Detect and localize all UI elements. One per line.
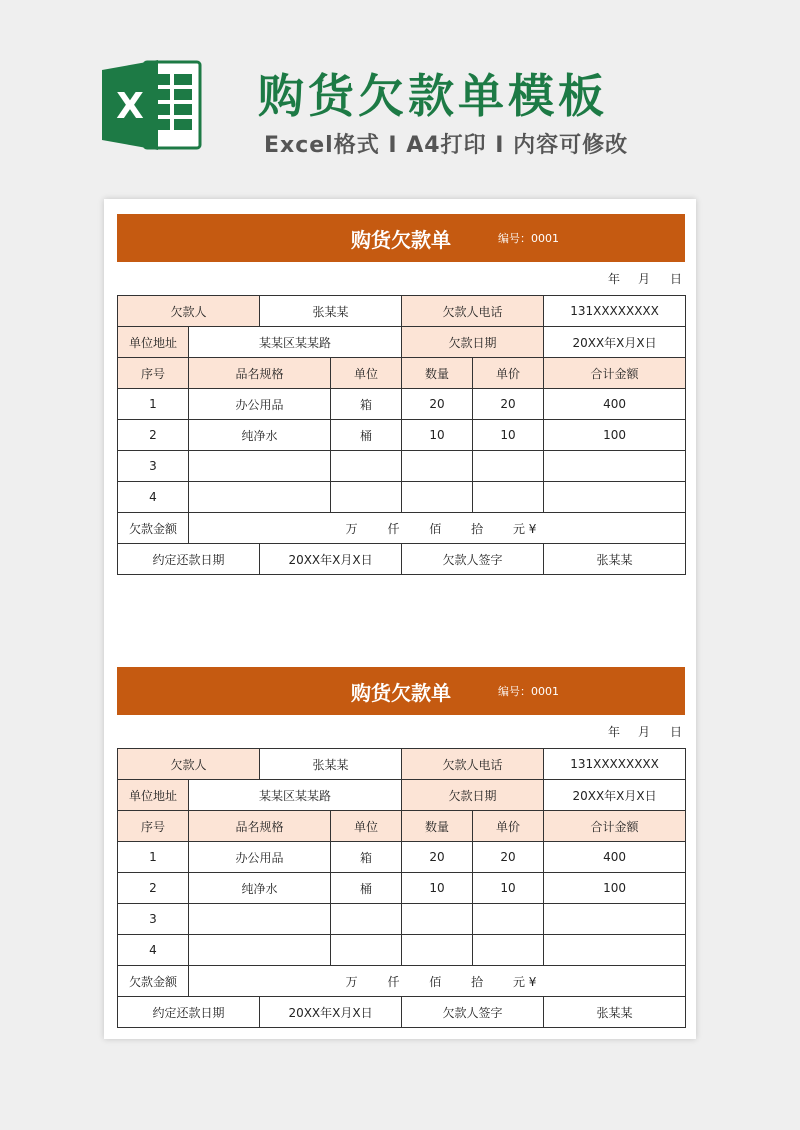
- date-day-label: 日: [670, 272, 683, 286]
- cell-index: 1: [118, 842, 189, 873]
- amount-value: [189, 513, 686, 544]
- cell-price: 20: [473, 842, 544, 873]
- cell-qty: 10: [402, 873, 473, 904]
- debtor-label: 欠款人: [118, 296, 260, 327]
- col-header-index: 序号: [118, 811, 189, 842]
- col-header-qty: 数量: [402, 358, 473, 389]
- column-header-row: [118, 358, 686, 389]
- signature-value: 张某某: [544, 997, 686, 1028]
- cell-price: 20: [473, 389, 544, 420]
- repay-date-value: 20XX年X月X日: [260, 997, 402, 1028]
- form-title: 购货欠款单: [351, 228, 451, 252]
- debtor-value: 张某某: [260, 749, 402, 780]
- table-row: [118, 842, 686, 873]
- cell-price: [473, 904, 544, 935]
- unit-wan: 万: [345, 521, 358, 536]
- cell-qty: [402, 482, 473, 513]
- cell-item: [189, 451, 331, 482]
- cell-price: [473, 935, 544, 966]
- table-row: [118, 482, 686, 513]
- cell-total: 400: [544, 389, 686, 420]
- form-title-bar: [117, 667, 685, 715]
- table-row: [118, 904, 686, 935]
- cell-index: 4: [118, 935, 189, 966]
- cell-item: 纯净水: [189, 873, 331, 904]
- paper-sheet: [104, 199, 696, 1039]
- debt-table: [117, 748, 686, 1028]
- unit-qian: 仟: [387, 974, 400, 989]
- signature-value: 张某某: [544, 544, 686, 575]
- cell-item: [189, 935, 331, 966]
- debt-table: [117, 295, 686, 575]
- cell-total: 100: [544, 420, 686, 451]
- col-header-price: 单价: [473, 358, 544, 389]
- date-year-label: 年: [608, 725, 621, 739]
- repay-date-label: 约定还款日期: [118, 544, 260, 575]
- table-row: [118, 389, 686, 420]
- repay-date-value: 20XX年X月X日: [260, 544, 402, 575]
- cell-qty: [402, 904, 473, 935]
- logo-letter: X: [116, 86, 144, 127]
- unit-bai: 佰: [429, 974, 442, 989]
- cell-unit: [331, 451, 402, 482]
- address-label: 单位地址: [118, 780, 189, 811]
- table-row: [118, 420, 686, 451]
- debtor-row: [118, 749, 686, 780]
- cell-item: 纯净水: [189, 420, 331, 451]
- unit-shi: 拾: [471, 974, 484, 989]
- debt-date-value: 20XX年X月X日: [544, 327, 686, 358]
- cell-item: [189, 482, 331, 513]
- date-day-label: 日: [670, 725, 683, 739]
- cell-item: 办公用品: [189, 842, 331, 873]
- excel-logo-icon: [100, 58, 202, 152]
- cell-index: 3: [118, 904, 189, 935]
- address-value: 某某区某某路: [189, 327, 402, 358]
- debtor-label: 欠款人: [118, 749, 260, 780]
- page-title: 购货欠款单模板: [258, 69, 608, 123]
- phone-value: 131XXXXXXXX: [544, 296, 686, 327]
- form-number: 编号：0001: [498, 685, 559, 698]
- table-row: [118, 451, 686, 482]
- cell-qty: [402, 935, 473, 966]
- address-row: [118, 780, 686, 811]
- debt-form: [117, 667, 685, 1028]
- cell-index: 3: [118, 451, 189, 482]
- col-header-unit: 单位: [331, 358, 402, 389]
- unit-qian: 仟: [387, 521, 400, 536]
- cell-item: [189, 904, 331, 935]
- cell-total: 100: [544, 873, 686, 904]
- repay-row: [118, 544, 686, 575]
- debt-date-label: 欠款日期: [402, 780, 544, 811]
- signature-label: 欠款人签字: [402, 544, 544, 575]
- address-row: [118, 327, 686, 358]
- cell-qty: 10: [402, 420, 473, 451]
- unit-shi: 拾: [471, 521, 484, 536]
- col-header-total: 合计金额: [544, 358, 686, 389]
- repay-row: [118, 997, 686, 1028]
- address-value: 某某区某某路: [189, 780, 402, 811]
- date-year-label: 年: [608, 272, 621, 286]
- date-line: [117, 715, 685, 748]
- cell-total: [544, 935, 686, 966]
- phone-label: 欠款人电话: [402, 296, 544, 327]
- form-number: 编号：0001: [498, 232, 559, 245]
- cell-unit: 桶: [331, 420, 402, 451]
- repay-date-label: 约定还款日期: [118, 997, 260, 1028]
- amount-label: 欠款金额: [118, 513, 189, 544]
- table-row: [118, 935, 686, 966]
- cell-unit: 箱: [331, 842, 402, 873]
- cell-index: 1: [118, 389, 189, 420]
- cell-unit: [331, 482, 402, 513]
- cell-total: [544, 482, 686, 513]
- cell-qty: 20: [402, 389, 473, 420]
- cell-item: 办公用品: [189, 389, 331, 420]
- cell-qty: [402, 451, 473, 482]
- cell-qty: 20: [402, 842, 473, 873]
- cell-unit: [331, 904, 402, 935]
- amount-row: [118, 966, 686, 997]
- debt-form: [117, 214, 685, 575]
- phone-label: 欠款人电话: [402, 749, 544, 780]
- amount-label: 欠款金额: [118, 966, 189, 997]
- unit-wan: 万: [345, 974, 358, 989]
- date-month-label: 月: [638, 725, 651, 739]
- signature-label: 欠款人签字: [402, 997, 544, 1028]
- col-header-price: 单价: [473, 811, 544, 842]
- form-title-bar: [117, 214, 685, 262]
- cell-price: [473, 482, 544, 513]
- cell-total: [544, 451, 686, 482]
- col-header-total: 合计金额: [544, 811, 686, 842]
- cell-price: [473, 451, 544, 482]
- cell-price: 10: [473, 420, 544, 451]
- unit-yuan: 元 ¥: [512, 521, 537, 536]
- cell-unit: 桶: [331, 873, 402, 904]
- col-header-item: 品名规格: [189, 358, 331, 389]
- cell-total: [544, 904, 686, 935]
- debtor-row: [118, 296, 686, 327]
- col-header-item: 品名规格: [189, 811, 331, 842]
- cell-unit: [331, 935, 402, 966]
- column-header-row: [118, 811, 686, 842]
- debt-date-value: 20XX年X月X日: [544, 780, 686, 811]
- form-title: 购货欠款单: [351, 681, 451, 705]
- date-line: [117, 262, 685, 295]
- cell-index: 2: [118, 420, 189, 451]
- col-header-index: 序号: [118, 358, 189, 389]
- cell-price: 10: [473, 873, 544, 904]
- page-header: [0, 0, 800, 190]
- page-subtitle: Excel格式 I A4打印 I 内容可修改: [264, 133, 629, 158]
- cell-total: 400: [544, 842, 686, 873]
- unit-bai: 佰: [429, 521, 442, 536]
- amount-row: [118, 513, 686, 544]
- debt-date-label: 欠款日期: [402, 327, 544, 358]
- cell-index: 2: [118, 873, 189, 904]
- address-label: 单位地址: [118, 327, 189, 358]
- debtor-value: 张某某: [260, 296, 402, 327]
- phone-value: 131XXXXXXXX: [544, 749, 686, 780]
- col-header-qty: 数量: [402, 811, 473, 842]
- table-row: [118, 873, 686, 904]
- cell-index: 4: [118, 482, 189, 513]
- cell-unit: 箱: [331, 389, 402, 420]
- unit-yuan: 元 ¥: [512, 974, 537, 989]
- col-header-unit: 单位: [331, 811, 402, 842]
- amount-value: [189, 966, 686, 997]
- date-month-label: 月: [638, 272, 651, 286]
